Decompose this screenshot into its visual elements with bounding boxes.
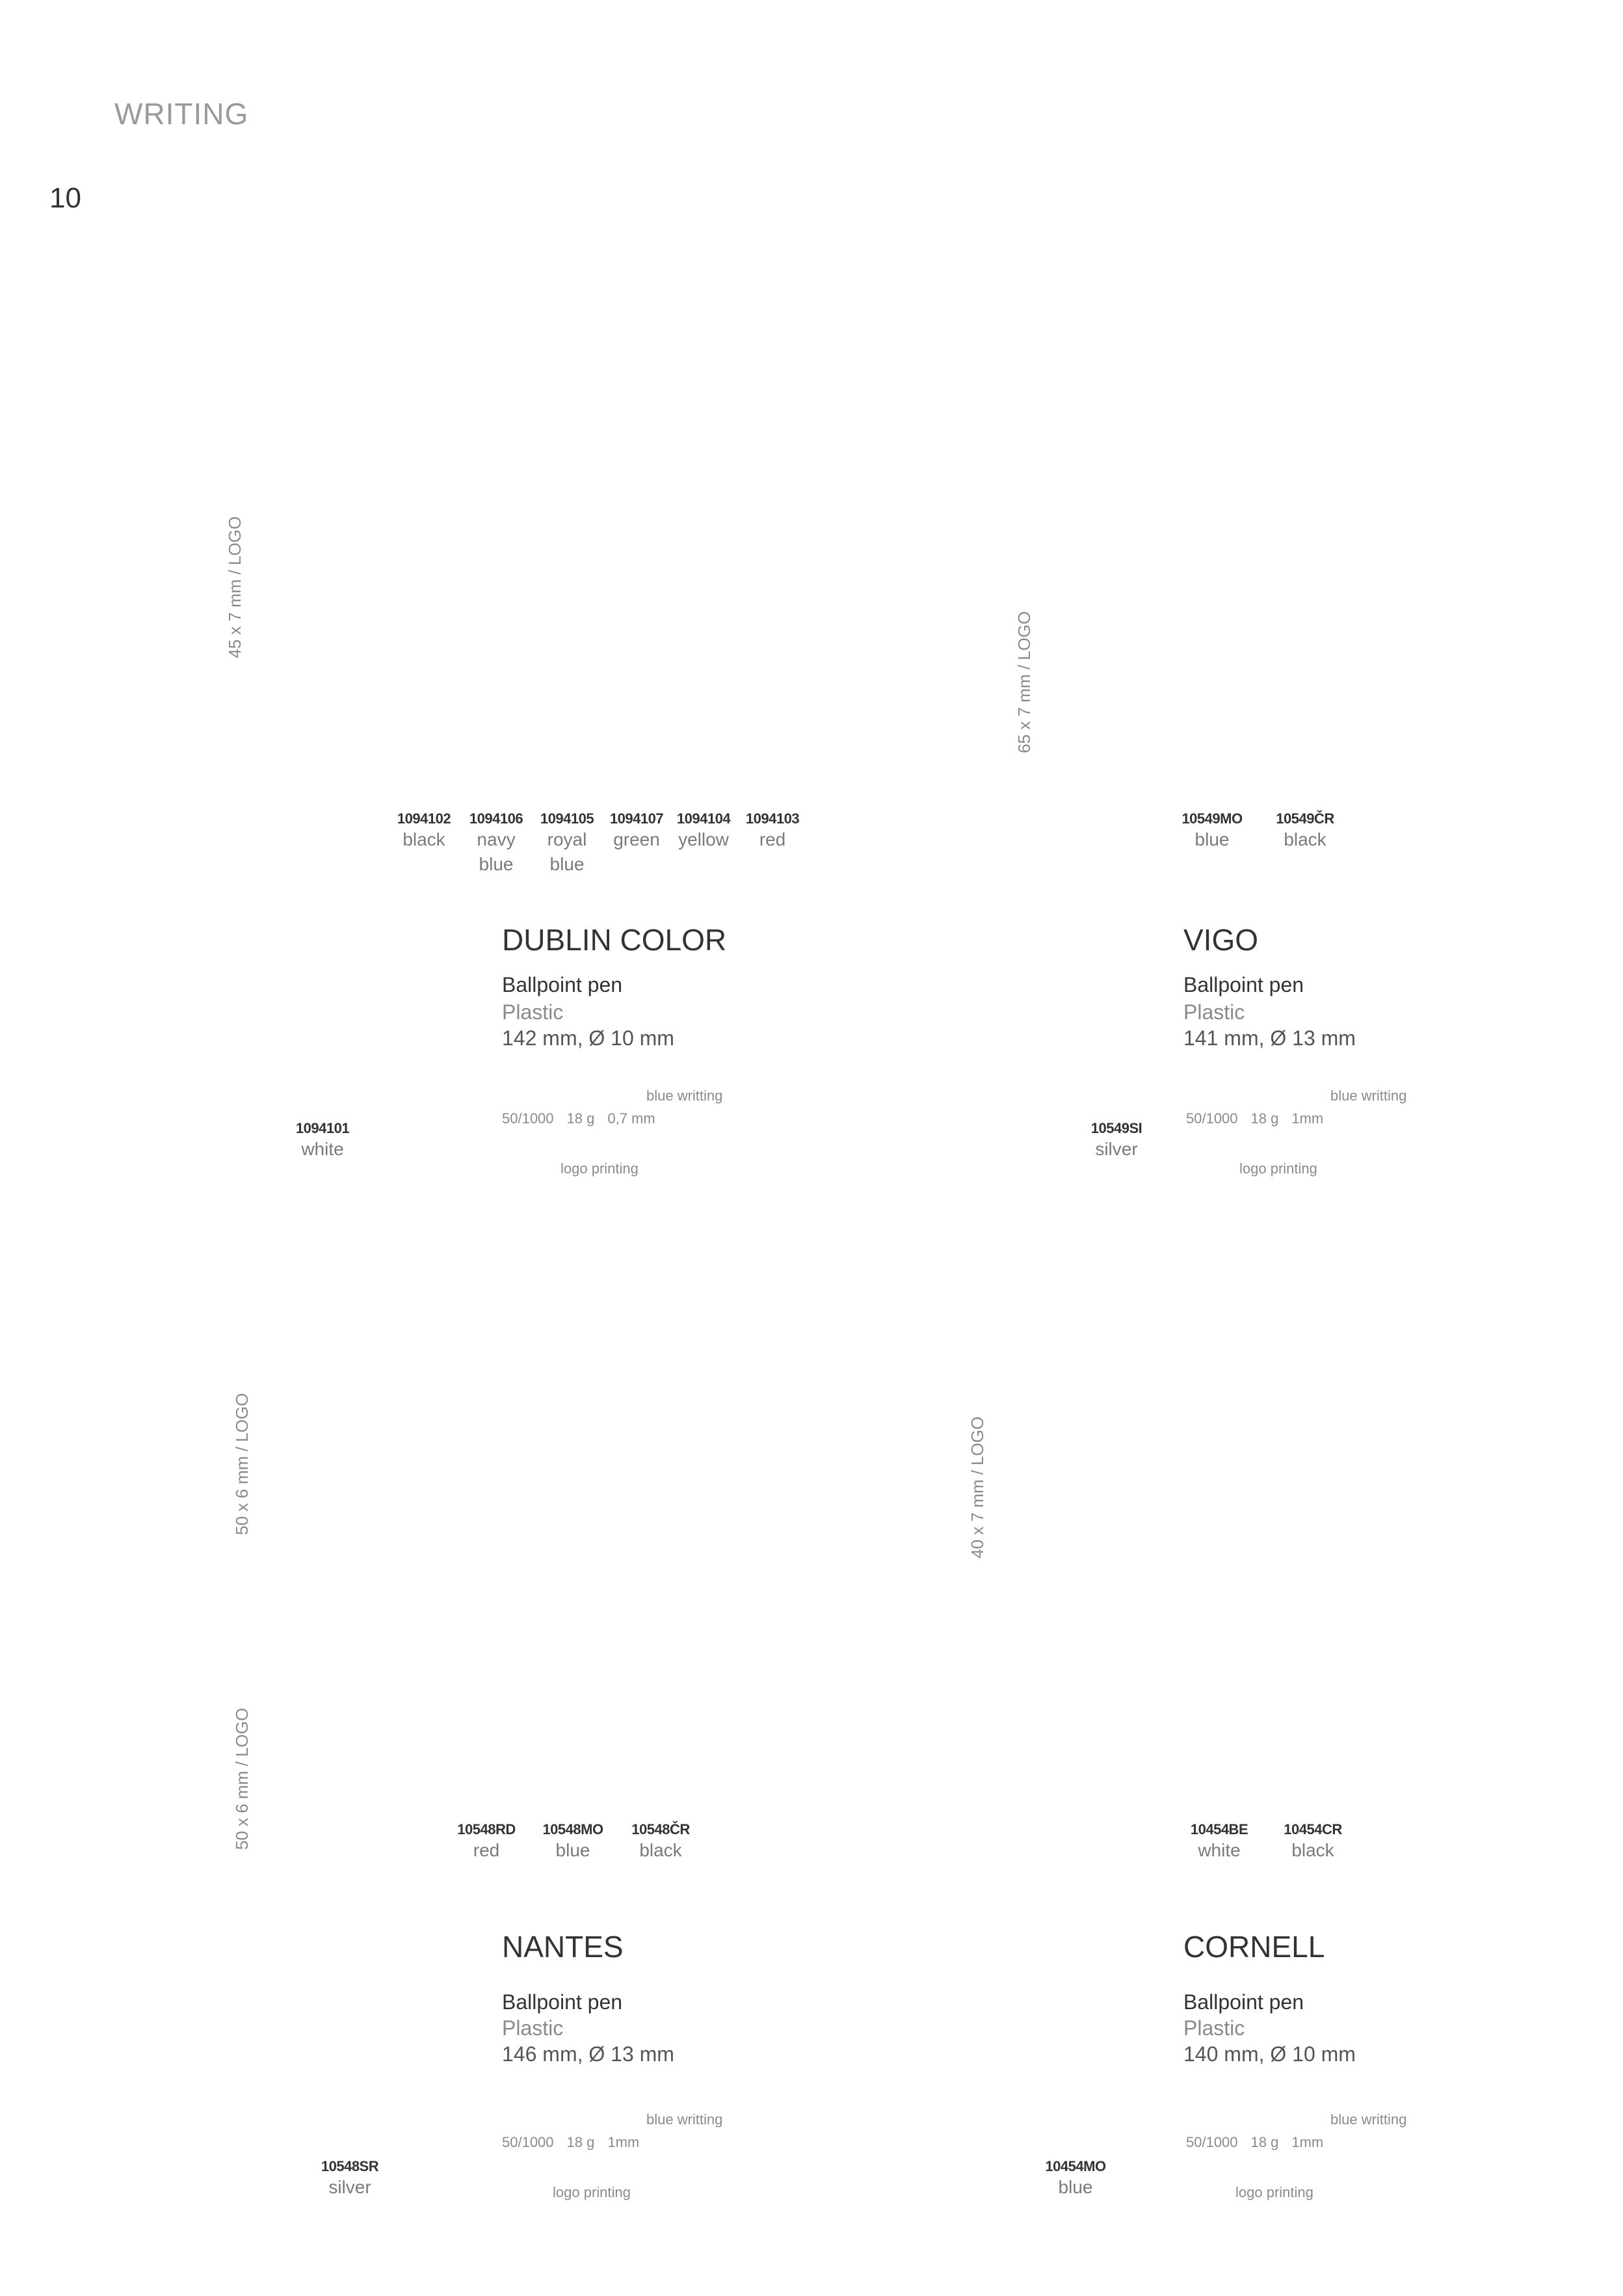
vigo-variant: 10549SI silver: [1090, 1120, 1142, 1159]
product-material: Plastic: [502, 2016, 564, 2040]
product-name: DUBLIN COLOR: [502, 923, 727, 957]
packing: 50/1000: [502, 2134, 554, 2150]
dublin-variant: 1094102 black: [397, 810, 451, 849]
product-name: CORNELL: [1183, 1930, 1325, 1964]
cornell-print-area-label: 40 x 7 mm / LOGO: [968, 1416, 987, 1558]
product-specs: [1186, 2134, 1336, 2151]
weight: 18 g: [1250, 2134, 1279, 2150]
tip-size: 1mm: [1291, 1110, 1324, 1127]
printing-label: logo printing: [1235, 2184, 1313, 2200]
tip-size: 1mm: [607, 2134, 640, 2150]
nantes-variant: 10548SR silver: [321, 2158, 379, 2197]
product-dimensions: 142 mm, Ø 10 mm: [502, 1026, 674, 1050]
cornell-variant: 10454MO blue: [1045, 2158, 1106, 2197]
vigo-variant: 10549MO blue: [1181, 810, 1243, 849]
product-type: Ballpoint pen: [502, 1990, 623, 2014]
tip-size: 1mm: [1291, 2134, 1324, 2150]
dublin-variant: 1094105 royal blue: [540, 810, 594, 874]
dublin-variant: 1094103 red: [745, 810, 800, 849]
section-title: WRITING: [114, 97, 249, 131]
ink-label: blue writting: [646, 1088, 723, 1104]
packing: 50/1000: [502, 1110, 554, 1127]
printing-label: logo printing: [561, 1160, 639, 1177]
printing-label: logo printing: [553, 2184, 631, 2200]
ink-label: blue writting: [646, 2111, 723, 2128]
weight: 18 g: [566, 2134, 595, 2150]
vigo-print-area-label: 65 x 7 mm / LOGO: [1014, 611, 1034, 753]
cornell-variant: 10454CR black: [1284, 1821, 1342, 1860]
product-specs: [502, 1110, 668, 1127]
dublin-variant: 1094101 white: [295, 1120, 350, 1159]
dublin-variant: 1094106 navy blue: [469, 810, 523, 874]
product-material: Plastic: [1183, 2016, 1245, 2040]
dublin-variant: 1094104 yellow: [676, 810, 731, 849]
nantes-variant: 10548ČR black: [631, 1821, 690, 1860]
product-name: VIGO: [1183, 923, 1259, 957]
ink-label: blue writting: [1330, 2111, 1407, 2128]
packing: 50/1000: [1186, 2134, 1238, 2150]
nantes-variant: 10548RD red: [457, 1821, 516, 1860]
ink-label: blue writting: [1330, 1088, 1407, 1104]
weight: 18 g: [1250, 1110, 1279, 1127]
product-name: NANTES: [502, 1930, 624, 1964]
page-number: 10: [49, 182, 81, 214]
dublin-print-area-label: 45 x 7 mm / LOGO: [225, 516, 244, 658]
nantes-variant: 10548MO blue: [542, 1821, 603, 1860]
printing-label: logo printing: [1239, 1160, 1317, 1177]
tip-size: 0,7 mm: [607, 1110, 655, 1127]
product-specs: [1186, 1110, 1336, 1127]
product-type: Ballpoint pen: [1183, 1990, 1304, 2014]
weight: 18 g: [566, 1110, 595, 1127]
vigo-variant: 10549ČR black: [1276, 810, 1334, 849]
product-specs: [502, 2134, 652, 2151]
product-material: Plastic: [1183, 1000, 1245, 1024]
product-type: Ballpoint pen: [1183, 973, 1304, 996]
cornell-variant: 10454BE white: [1190, 1821, 1248, 1860]
product-dimensions: 141 mm, Ø 13 mm: [1183, 1026, 1356, 1050]
nantes-print-area-label-1: 50 x 6 mm / LOGO: [232, 1393, 252, 1535]
product-type: Ballpoint pen: [502, 973, 623, 996]
product-dimensions: 146 mm, Ø 13 mm: [502, 2042, 674, 2066]
product-dimensions: 140 mm, Ø 10 mm: [1183, 2042, 1356, 2066]
dublin-variant: 1094107 green: [609, 810, 664, 849]
nantes-print-area-label-2: 50 x 6 mm / LOGO: [232, 1707, 252, 1850]
packing: 50/1000: [1186, 1110, 1238, 1127]
product-material: Plastic: [502, 1000, 564, 1024]
